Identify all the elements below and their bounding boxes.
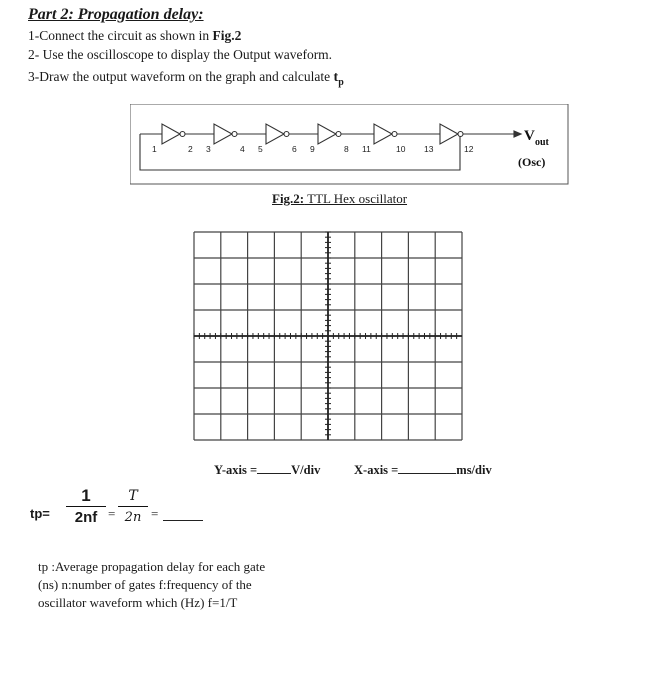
oscilloscope-graph-grid[interactable]: [190, 228, 466, 446]
definition-line: (ns) n:number of gates f:frequency of the: [38, 577, 252, 592]
step-2: 2- Use the oscilloscope to display the Output waveform.: [28, 47, 333, 62]
pin-label: 4: [240, 144, 245, 154]
propagation-delay-formula: tp= $\frac{1}{2nf}$ = $\frac{T}{2n}$ =: [30, 486, 230, 546]
fraction2-numerator: T: [128, 488, 138, 504]
pin-label: 12: [464, 144, 474, 154]
pin-label: 13: [424, 144, 434, 154]
osc-label: (Osc): [518, 155, 546, 169]
formula-lhs: tp: [30, 506, 43, 521]
step-3: 3-Draw the output waveform on the graph and calculate $t_p$: [28, 69, 344, 88]
vout-label: V: [524, 128, 535, 144]
formula-eq: =: [108, 506, 116, 521]
inverter-gate-3: [266, 124, 284, 144]
y-axis-setting: Y-axis = V/div: [214, 463, 321, 477]
pin-label: 6: [292, 144, 297, 154]
definition-line: oscillator waveform which (Hz) f=1/T: [38, 595, 238, 610]
vout-subscript: out: [535, 137, 549, 148]
pin-label: 9: [310, 144, 315, 154]
pin-label: 8: [344, 144, 349, 154]
formula-answer-blank[interactable]: [163, 520, 203, 521]
y-axis-blank[interactable]: [257, 461, 291, 474]
x-axis-setting: X-axis = ms/div: [354, 463, 492, 477]
fraction2-denominator: 2n: [118, 506, 148, 528]
ttl-hex-oscillator-diagram: [130, 104, 570, 186]
inverter-gate-2: [214, 124, 232, 144]
definition-line: tp :Average propagation delay for each gate: [38, 559, 266, 574]
pin-label: 11: [362, 144, 371, 154]
pin-label: 10: [396, 144, 406, 154]
fraction1-numerator: 1: [81, 486, 91, 505]
pin-label: 1: [152, 144, 157, 154]
fraction1-denominator: 2nf: [66, 506, 106, 528]
step-1: 1-Connect the circuit as shown in Fig.2: [28, 28, 242, 43]
inverter-gate-6: [440, 124, 458, 144]
diagram-frame: [130, 104, 568, 184]
page-title: Part 2: Propagation delay:: [28, 6, 204, 23]
inverter-gate-1: [162, 124, 180, 144]
x-axis-blank[interactable]: [398, 461, 456, 474]
figure-caption: Fig.2: TTL Hex oscillator: [272, 191, 408, 206]
inverter-gate-5: [374, 124, 392, 144]
formula-eq: =: [151, 506, 159, 521]
pin-label: 5: [258, 144, 263, 154]
pin-label: 2: [188, 144, 193, 154]
inverter-gate-4: [318, 124, 336, 144]
pin-label: 3: [206, 144, 211, 154]
